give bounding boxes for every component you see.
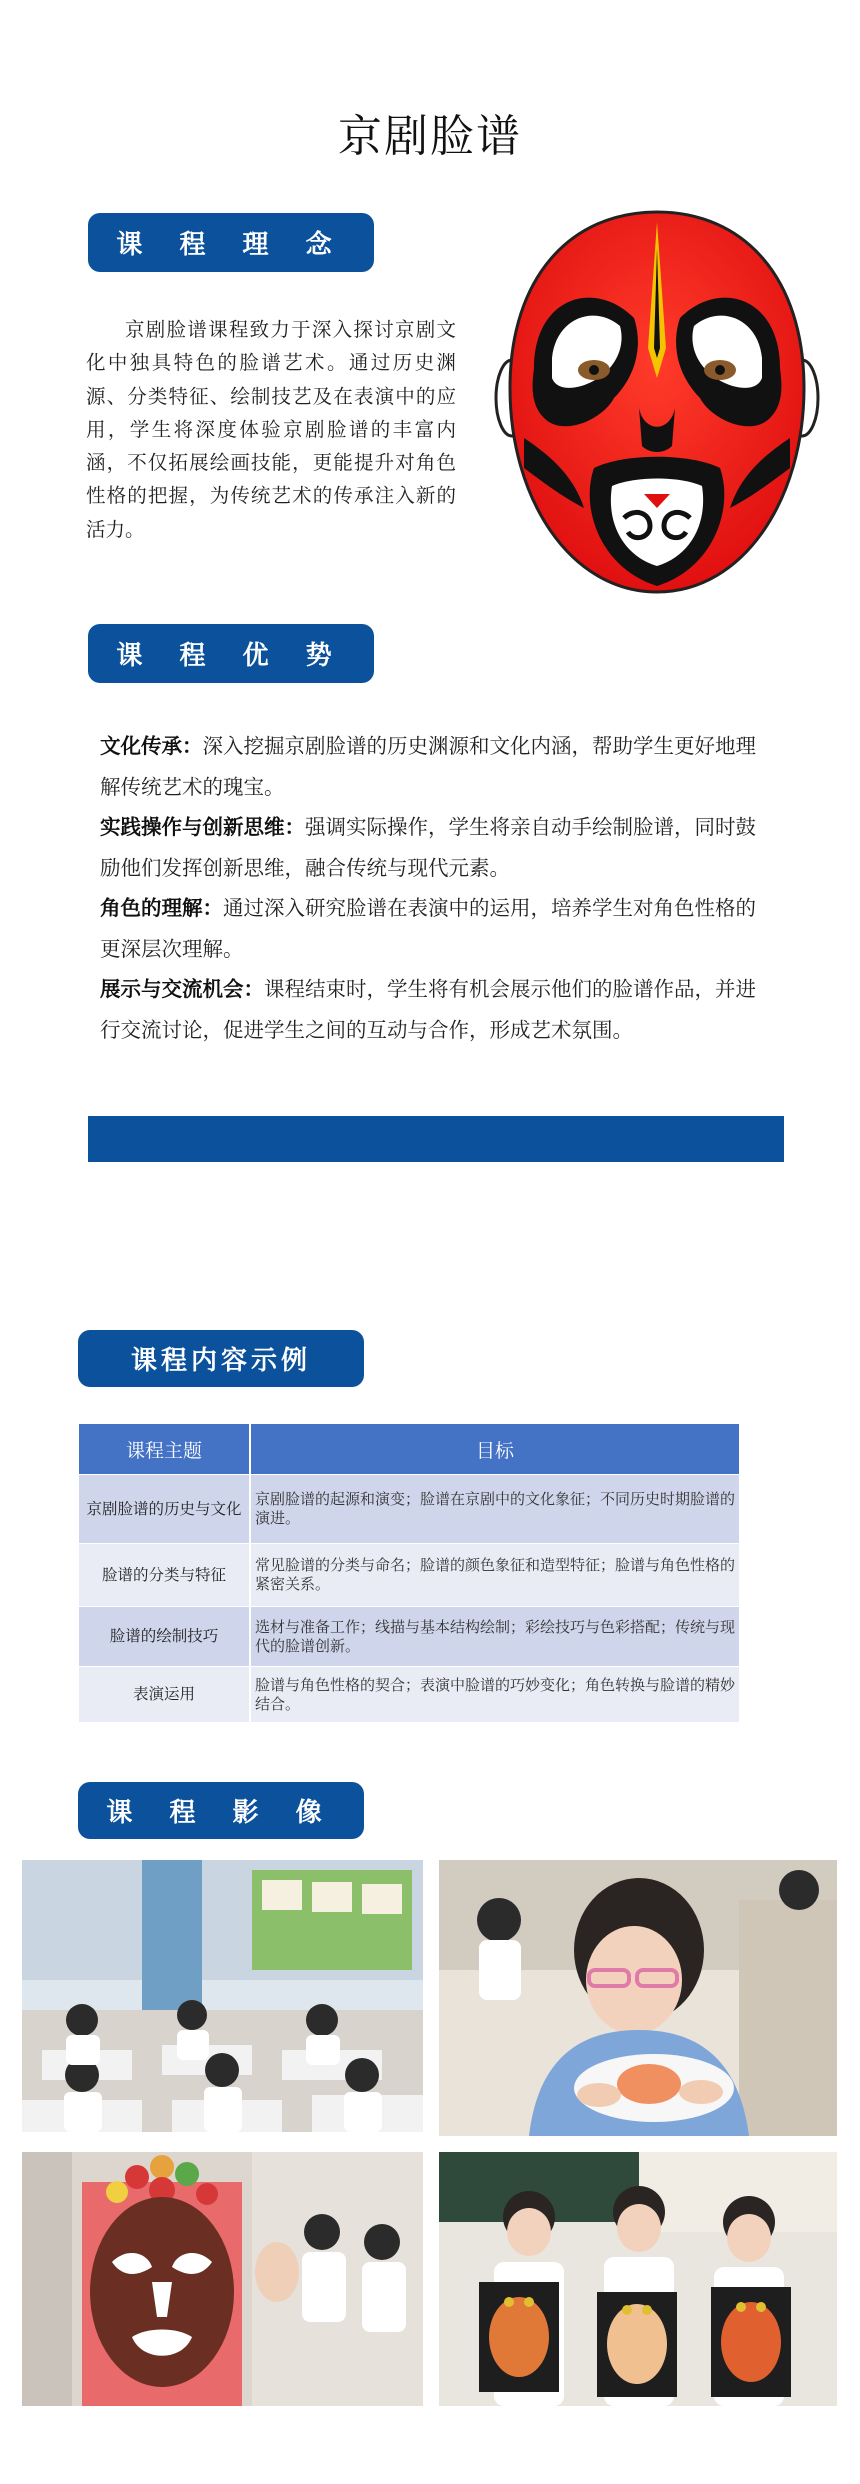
section-divider-bar: [88, 1116, 784, 1162]
advantage-item: [100, 807, 760, 888]
topic-cell: 表演运用: [79, 1666, 251, 1722]
advantage-text: 强调实际操作，学生将亲自动手绘制脸谱，同时鼓励他们发挥创新思维，融合传统与现代元素。: [100, 815, 756, 880]
advantages-list: [100, 726, 760, 1050]
page-title: 京剧脸谱: [338, 111, 522, 162]
students-with-masks-photo: [439, 2152, 837, 2406]
table-row: [79, 1606, 739, 1666]
advantages-heading: 课 程 优 势: [88, 624, 374, 683]
opera-mask-illustration: [494, 208, 820, 598]
advantage-text: 通过深入研究脸谱在表演中的运用，培养学生对角色性格的更深层次理解。: [100, 896, 756, 961]
advantage-item: [100, 888, 760, 969]
column-header: 目标: [251, 1424, 739, 1474]
topic-cell: 京剧脸谱的历史与文化: [79, 1474, 251, 1543]
decorated-mask-photo: [22, 2152, 423, 2406]
advantage-item: [100, 726, 760, 807]
column-header: 课程主题: [79, 1424, 251, 1474]
topic-cell: 脸谱的分类与特征: [79, 1543, 251, 1606]
goal-cell: 选材与准备工作；线描与基本结构绘制；彩绘技巧与色彩搭配；传统与现代的脸谱创新。: [251, 1606, 739, 1666]
table-row: [79, 1474, 739, 1543]
goal-cell: 常见脸谱的分类与命名；脸谱的颜色象征和造型特征；脸谱与角色性格的紧密关系。: [251, 1543, 739, 1606]
advantage-item: [100, 969, 760, 1050]
advantage-label: 文化传承：: [100, 734, 203, 758]
advantage-label: 展示与交流机会：: [100, 977, 264, 1001]
concept-text: 京剧脸谱课程致力于深入探讨京剧文化中独具特色的脸谱艺术。通过历史渊源、分类特征、绘制技艺及在表演中的应用，学生将深度体验京剧脸谱的丰富内涵，不仅拓展绘画技能，更能提升对角色性格的把握，为传统艺术的传承注入新的活力。: [86, 318, 456, 541]
table-row: [79, 1666, 739, 1722]
course-content-table: [79, 1424, 739, 1722]
gallery-heading: 课 程 影 像: [78, 1782, 364, 1839]
content-heading: 课程内容示例: [78, 1330, 364, 1387]
student-painting-photo: [439, 1860, 837, 2136]
goal-cell: 京剧脸谱的起源和演变；脸谱在京剧中的文化象征；不同历史时期脸谱的演进。: [251, 1474, 739, 1543]
table-row: [79, 1543, 739, 1606]
advantage-label: 实践操作与创新思维：: [100, 815, 305, 839]
table-header-row: [79, 1424, 739, 1474]
advantage-text: 深入挖掘京剧脸谱的历史渊源和文化内涵，帮助学生更好地理解传统艺术的瑰宝。: [100, 734, 756, 799]
topic-cell: 脸谱的绘制技巧: [79, 1606, 251, 1666]
classroom-photo: [22, 1860, 423, 2132]
advantage-text: 课程结束时，学生将有机会展示他们的脸谱作品，并进行交流讨论，促进学生之间的互动与合作，形成艺术氛围。: [100, 977, 756, 1042]
advantage-label: 角色的理解：: [100, 896, 223, 920]
goal-cell: 脸谱与角色性格的契合；表演中脸谱的巧妙变化；角色转换与脸谱的精妙结合。: [251, 1666, 739, 1722]
concept-heading: 课 程 理 念: [88, 213, 374, 272]
